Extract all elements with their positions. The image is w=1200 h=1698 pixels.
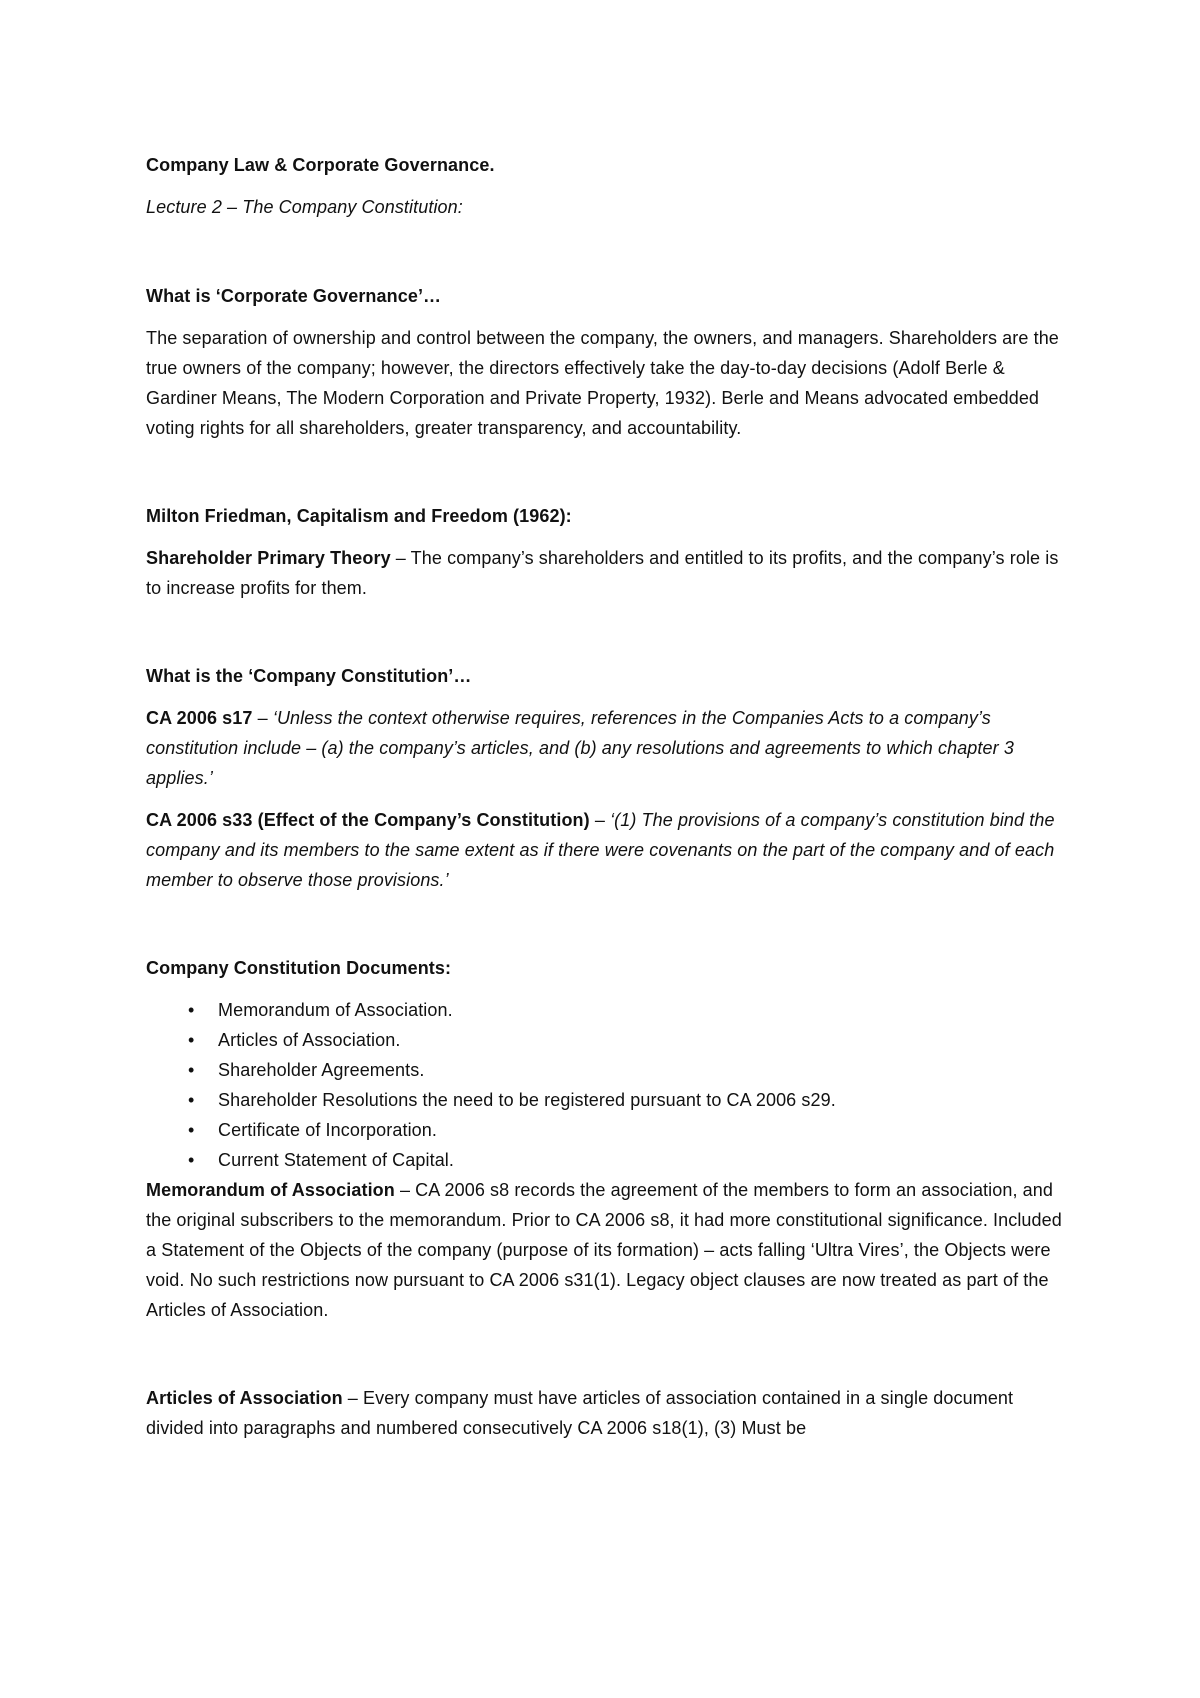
- list-item-text: Current Statement of Capital.: [218, 1150, 455, 1170]
- paragraph-ca-s33: [146, 805, 1066, 895]
- quote-ca-s17: ‘Unless the context otherwise requires, references in the Companies Acts to a company’s constitution include – (a) the company’s articles, and (b) any resolutions and agreements to which chapter 3 applies.’: [146, 708, 1014, 788]
- ref-ca-2006-s17: CA 2006 s17: [146, 708, 253, 728]
- constitution-documents-list: [146, 995, 1066, 1175]
- paragraph-memorandum: [146, 1175, 1066, 1325]
- document-content: [146, 150, 1066, 1455]
- bullet-icon: •: [188, 1060, 195, 1080]
- lecture-subtitle: Lecture 2 – The Company Constitution:: [146, 197, 463, 217]
- bullet-icon: •: [188, 1090, 195, 1110]
- list-item-text: Memorandum of Association.: [218, 1000, 453, 1020]
- paragraph-ca-s17: [146, 703, 1066, 793]
- list-item: [146, 1115, 1066, 1145]
- section-heading-constitution-documents: Company Constitution Documents:: [146, 958, 452, 978]
- section-heading-friedman: Milton Friedman, Capitalism and Freedom (1962):: [146, 506, 572, 526]
- bullet-icon: •: [188, 1120, 195, 1140]
- term-shareholder-primary-theory: Shareholder Primary Theory: [146, 548, 391, 568]
- bullet-icon: •: [188, 1000, 195, 1020]
- paragraph-corporate-governance: The separation of ownership and control between the company, the owners, and managers. Shareholders are the true owners of the company; however, the directors effectively take the day-to-day decisions (Adolf Berle & Gardiner Means, The Modern Corporation and Private Property, 1932). Berle and Means advocated embedded voting rights for all shareholders, greater transparency, and accountability.: [146, 328, 1059, 438]
- section-heading-corporate-governance: What is ‘Corporate Governance’…: [146, 286, 442, 306]
- paragraph-shareholder-theory: [146, 543, 1066, 603]
- memorandum-text: – CA 2006 s8 records the agreement of the members to form an association, and the original subscribers to the memorandum. Prior to CA 2006 s8, it had more constitutional significance. Included a Statement of the Objects of the company (purpose of its formation) – acts falling ‘Ultra Vires’, the Objects were void. No such restrictions now pursuant to CA 2006 s31(1). Legacy object clauses are now treated as part of the Articles of Association.: [146, 1180, 1062, 1320]
- shareholder-theory-text: – The company’s shareholders and entitled to its profits, and the company’s role is to increase profits for them.: [146, 548, 1059, 598]
- dash-separator: –: [589, 810, 611, 830]
- list-item-text: Certificate of Incorporation.: [218, 1120, 438, 1140]
- term-memorandum-of-association: Memorandum of Association: [146, 1180, 395, 1200]
- bullet-icon: •: [188, 1150, 195, 1170]
- term-articles-of-association: Articles of Association: [146, 1388, 343, 1408]
- document-title: Company Law & Corporate Governance.: [146, 155, 495, 175]
- list-item-text: Shareholder Agreements.: [218, 1060, 425, 1080]
- list-item: [146, 1055, 1066, 1085]
- bullet-icon: •: [188, 1030, 195, 1050]
- list-item: [146, 1145, 1066, 1175]
- quote-ca-s33: ‘(1) The provisions of a company’s constitution bind the company and its members to the same extent as if there were covenants on the part of the company and of each member to observe those provisions.’: [146, 810, 1055, 890]
- ref-ca-2006-s33: CA 2006 s33 (Effect of the Company’s Constitution): [146, 810, 590, 830]
- list-item: [146, 1085, 1066, 1115]
- articles-text: – Every company must have articles of association contained in a single document divided into paragraphs and numbered consecutively CA 2006 s18(1), (3) Must be: [146, 1388, 1014, 1438]
- list-item-text: Articles of Association.: [218, 1030, 401, 1050]
- dash-separator: –: [252, 708, 273, 728]
- list-item: [146, 1025, 1066, 1055]
- list-item: [146, 995, 1066, 1025]
- list-item-text: Shareholder Resolutions the need to be registered pursuant to CA 2006 s29.: [218, 1090, 836, 1110]
- paragraph-articles: [146, 1383, 1066, 1443]
- section-heading-company-constitution: What is the ‘Company Constitution’…: [146, 666, 472, 686]
